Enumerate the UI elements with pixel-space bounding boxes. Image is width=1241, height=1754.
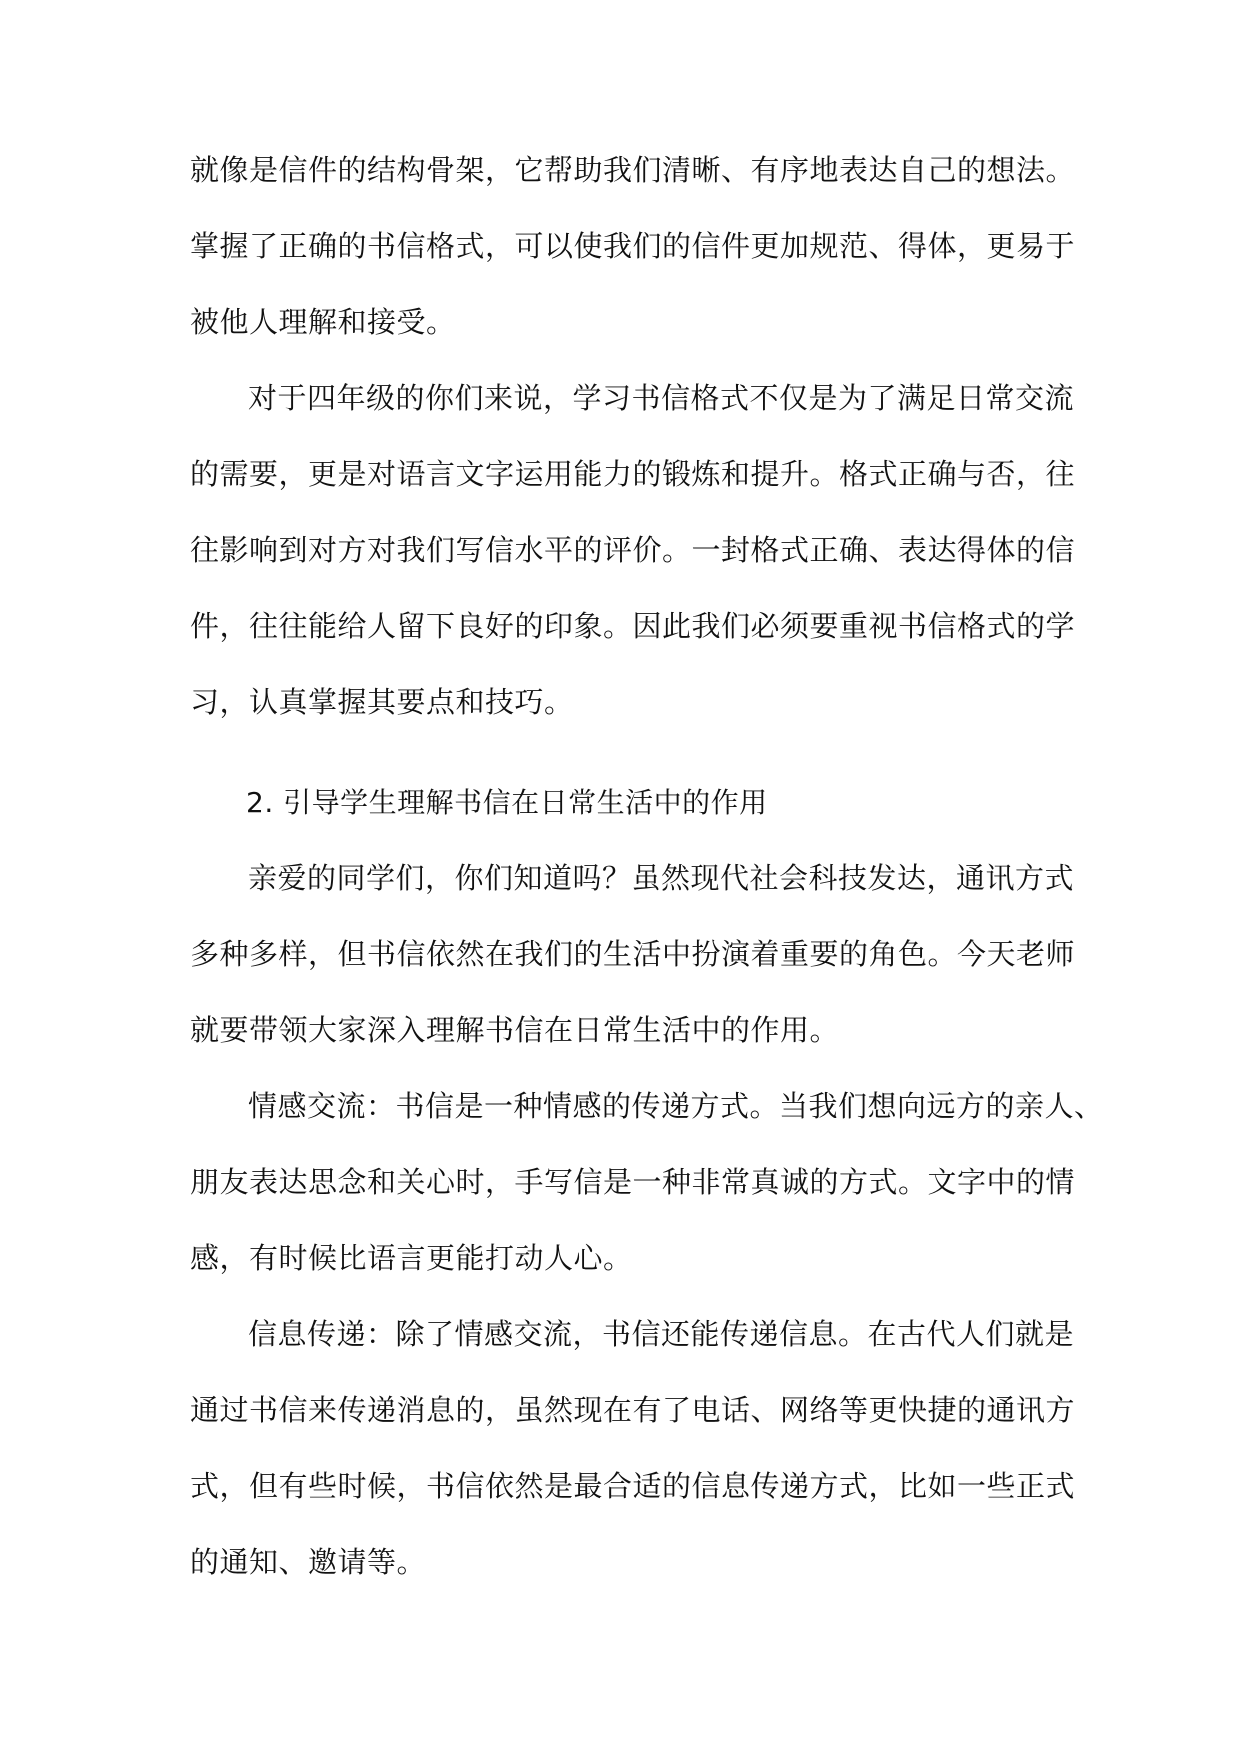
section-heading: 2. 引导学生理解书信在日常生活中的作用 — [246, 786, 768, 819]
paragraph-line: 的需要，更是对语言文字运用能力的锻炼和提升。格式正确与否，往 — [190, 457, 1076, 491]
paragraph-line: 就要带领大家深入理解书信在日常生活中的作用。 — [190, 1013, 840, 1047]
paragraph-line: 式，但有些时候，书信依然是最合适的信息传递方式，比如一些正式 — [190, 1469, 1076, 1503]
paragraph-line: 对于四年级的你们来说，学习书信格式不仅是为了满足日常交流 — [248, 381, 1075, 415]
paragraph-line: 往影响到对方对我们写信水平的评价。一封格式正确、表达得体的信 — [190, 533, 1076, 567]
paragraph-line: 就像是信件的结构骨架，它帮助我们清晰、有序地表达自己的想法。 — [190, 153, 1076, 187]
paragraph-line: 感，有时候比语言更能打动人心。 — [190, 1241, 633, 1275]
paragraph-line: 被他人理解和接受。 — [190, 305, 456, 339]
paragraph-line: 件，往往能给人留下良好的印象。因此我们必须要重视书信格式的学 — [190, 609, 1076, 643]
paragraph-line: 多种多样，但书信依然在我们的生活中扮演着重要的角色。今天老师 — [190, 937, 1076, 971]
paragraph-line: 掌握了正确的书信格式，可以使我们的信件更加规范、得体，更易于 — [190, 229, 1076, 263]
paragraph-line: 信息传递：除了情感交流，书信还能传递信息。在古代人们就是 — [248, 1317, 1075, 1351]
paragraph-line: 朋友表达思念和关心时，手写信是一种非常真诚的方式。文字中的情 — [190, 1165, 1076, 1199]
paragraph-line: 情感交流：书信是一种情感的传递方式。当我们想向远方的亲人、 — [248, 1089, 1104, 1123]
paragraph-line: 亲爱的同学们，你们知道吗？虽然现代社会科技发达，通讯方式 — [248, 861, 1075, 895]
paragraph-line: 通过书信来传递消息的，虽然现在有了电话、网络等更快捷的通讯方 — [190, 1393, 1076, 1427]
paragraph-line: 的通知、邀请等。 — [190, 1545, 427, 1579]
paragraph-line: 习，认真掌握其要点和技巧。 — [190, 685, 574, 719]
